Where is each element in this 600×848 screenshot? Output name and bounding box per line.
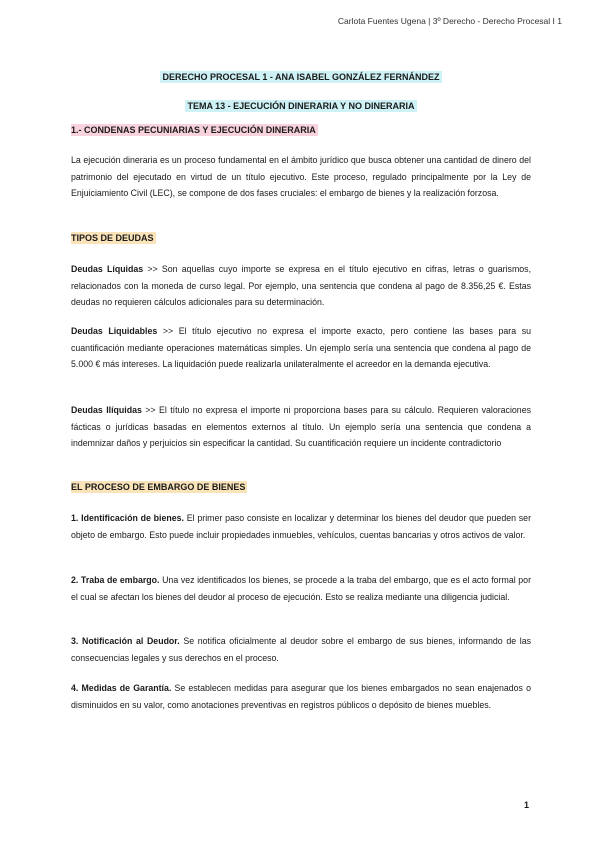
section-heading-condenas: 1.- CONDENAS PECUNIARIAS Y EJECUCIÓN DINERARIA <box>71 125 316 135</box>
section-intro-paragraph: La ejecución dineraria es un proceso fundamental en el ámbito jurídico que busca obtener una cantidad de dinero del patrimonio del ejecutado en virtud de un título ejecutivo. Este proceso, regulado principalmente por la Ley de Enjuiciamiento Civil (LEC), se compone de dos fases cruciales: el embargo de bienes y la realización forzosa. <box>71 155 531 198</box>
step-term: 3. Notificación al Deudor. <box>71 636 180 646</box>
embargo-step-1 <box>71 510 531 543</box>
embargo-step-4 <box>71 680 531 713</box>
step-description: Se notifica oficialmente al deudor sobre el embargo de sus bienes, informando de las consecuencias legales y sus derechos en el proceso. <box>71 636 531 663</box>
debt-definition: Son aquellas cuyo importe se expresa en el título ejecutivo en cifras, letras o guarismos, relacionados con la moneda de curso legal. Por ejemplo, una sentencia que condena al pago de 8.356,25 €. Estas deudas no requieren cálculos adicionales para su determinación. <box>71 264 532 307</box>
separator: >> <box>147 264 158 274</box>
step-description: Se establecen medidas para asegurar que los bienes embargados no sean enajenados o disminuidos en su valor, como anotaciones preventivas en registros públicos o depósito de bienes muebles. <box>71 683 531 710</box>
embargo-step-3 <box>71 633 531 666</box>
section-heading-embargo: EL PROCESO DE EMBARGO DE BIENES <box>71 482 246 492</box>
step-term: 1. Identificación de bienes. <box>71 513 184 523</box>
document-subtitle: TEMA 13 - EJECUCIÓN DINERARIA Y NO DINERARIA <box>187 101 415 111</box>
debt-type-liquidas <box>71 261 531 311</box>
debt-definition: El título no expresa el importe ni proporciona bases para su cálculo. Requieren valoraciones fácticas o jurídicas basadas en elementos externos al título. Un ejemplo sería una sentencia que condena a indemnizar daños y perjuicios sin especificar la cantidad. Su cuantificación requiere un incidente contradictorio <box>71 405 531 448</box>
running-header: Carlota Fuentes Ugena | 3º Derecho - Derecho Procesal I 1 <box>337 16 562 26</box>
step-term: 4. Medidas de Garantía. <box>71 683 172 693</box>
debt-term: Deudas Liquidables <box>71 326 158 336</box>
step-description: Una vez identificados los bienes, se procede a la traba del embargo, que es el acto formal por el cual se afectan los bienes del deudor al proceso de ejecución. Esto se realiza mediante una diligencia judicial. <box>71 575 531 602</box>
debt-definition: El título ejecutivo no expresa el importe exacto, pero contiene las bases para su cuantificación mediante operaciones matemáticas simples. Un ejemplo sería una sentencia que condena al pago de 5.000 € más intereses. La liquidación puede realizarla unilateralmente el acreedor en la demanda ejecutiva. <box>71 326 531 369</box>
title-row <box>71 67 531 85</box>
debt-type-iliquidas <box>71 402 531 452</box>
step-term: 2. Traba de embargo. <box>71 575 160 585</box>
subtitle-row <box>71 96 531 114</box>
debt-term: Deudas Ilíquidas <box>71 405 142 415</box>
separator: >> <box>162 326 174 336</box>
page-number: 1 <box>523 800 529 810</box>
debt-term: Deudas Líquidas <box>71 264 144 274</box>
embargo-step-2 <box>71 572 531 605</box>
separator: >> <box>145 405 156 415</box>
step-description: El primer paso consiste en localizar y determinar los bienes del deudor que pueden ser objeto de embargo. Esto puede incluir propiedades inmuebles, vehículos, cuentas bancarias y otros activos de valor. <box>71 513 532 540</box>
debt-type-liquidables <box>71 323 531 373</box>
document-title: DERECHO PROCESAL 1 - ANA ISABEL GONZÁLEZ FERNÁNDEZ <box>162 72 440 82</box>
section-heading-tipos-deudas: TIPOS DE DEUDAS <box>71 233 154 243</box>
